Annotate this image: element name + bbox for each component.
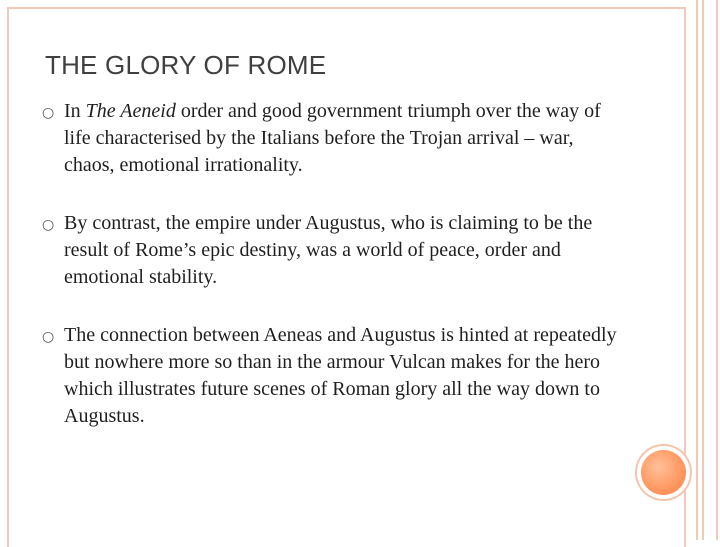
slide-title: THE GLORY OF ROME (45, 50, 327, 80)
bullet-circle-icon: ○ (42, 329, 55, 345)
bullet-item (42, 322, 622, 430)
bullet-circle-icon: ○ (42, 217, 55, 233)
bullet-text: By contrast, the empire under Augustus, who is claiming to be the result of Rome’s epic destiny, was a world of peace, order and emotional stability. (64, 212, 593, 288)
right-edge-line (716, 0, 718, 540)
decorative-orb (641, 450, 686, 495)
bullet-item (42, 98, 622, 179)
bullet-circle-icon: ○ (42, 105, 55, 121)
right-divider-line-outer (702, 0, 704, 540)
bullet-text-lead: In (64, 100, 86, 122)
bullet-text-rest: order and good government triumph over the way of life characterised by the Italians before the Trojan arrival – war, chaos, emotional irrationality. (64, 100, 601, 176)
bullet-list (42, 98, 622, 430)
work-title: The Aeneid (85, 100, 176, 122)
bullet-item (42, 210, 622, 291)
right-divider-line (696, 0, 698, 540)
bullet-text: The connection between Aeneas and Augustus is hinted at repeatedly but nowhere more so than in the armour Vulcan makes for the hero which illustrates future scenes of Roman glory all the way down to Augustus. (64, 324, 617, 427)
